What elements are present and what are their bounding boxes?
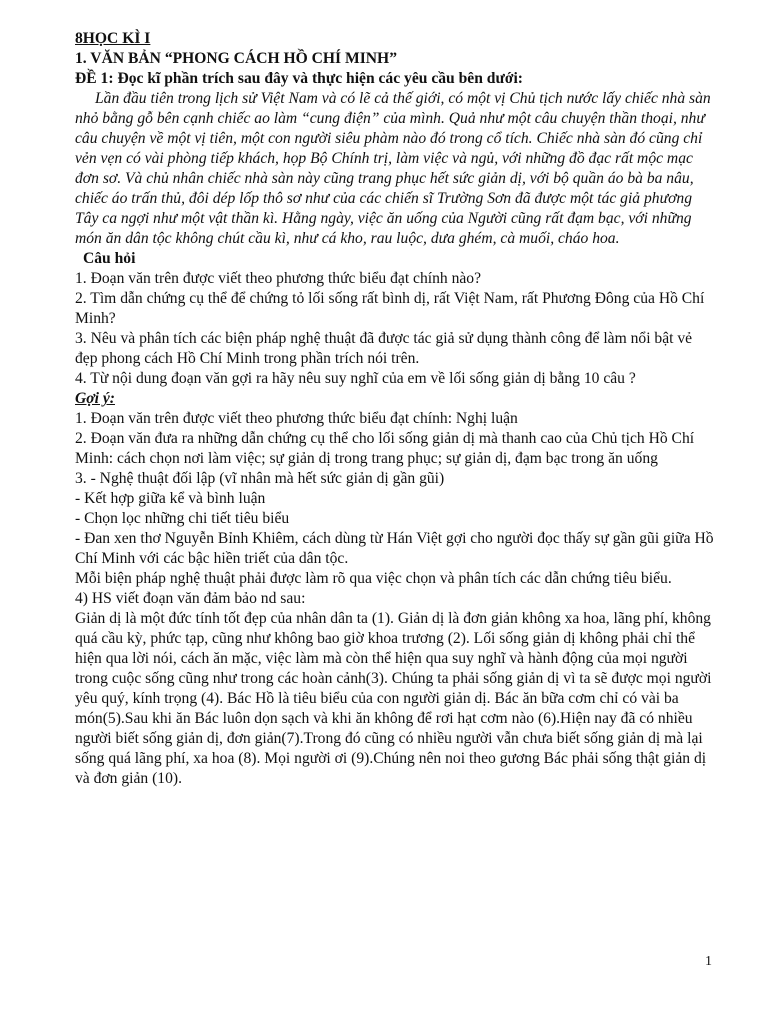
exercise-title: ĐỀ 1: Đọc kĩ phần trích sau đây và thực hiện các yêu cầu bên dưới: <box>75 70 523 87</box>
hint-item: 1. Đoạn văn trên được viết theo phương thức biểu đạt chính: Nghị luận <box>75 410 518 427</box>
hint-item: - Kết hợp giữa kể và bình luận <box>75 490 266 507</box>
document-body <box>75 29 715 789</box>
question-item: 4. Từ nội dung đoạn văn gợi ra hãy nêu suy nghĩ của em về lối sống giản dị bằng 10 câu ? <box>75 370 636 387</box>
question-item: 3. Nêu và phân tích các biện pháp nghệ thuật đã được tác giả sử dụng thành công để làm nổi bật vẻ đẹp phong cách Hồ Chí Minh trong phần trích nói trên. <box>75 330 693 367</box>
question-item: 2. Tìm dẫn chứng cụ thể để chứng tỏ lối sống rất bình dị, rất Việt Nam, rất Phương Đông của Hồ Chí Minh? <box>75 290 705 327</box>
page-number: 1 <box>705 954 712 969</box>
hints-heading: Gợi ý: <box>75 390 115 407</box>
hint-item: Mỗi biện pháp nghệ thuật phải được làm rõ qua việc chọn và phân tích các dẫn chứng tiêu biểu. <box>75 570 672 587</box>
essay-paragraph: Giản dị là một đức tính tốt đẹp của nhân dân ta (1). Giản dị là đơn giản không xa hoa, lãng phí, không quá cầu kỳ, phức tạp, cũng như không bao giờ khoa trương (2). Lối sống giản dị không phải chỉ thể hiện qua lời nói, cách ăn mặc, việc làm mà còn thể hiện qua suy nghĩ và hành động của mọi người trong cuộc sống cũng như trong các hoàn cảnh(3). Chúng ta phải sống giản dị vì ta sẽ được mọi người yêu quý, kính trọng (4). Bác Hồ là tiêu biểu của con người giản dị. Bác ăn bữa cơm chỉ có vài ba món(5).Sau khi ăn Bác luôn dọn sạch và khi ăn không để rơi hạt cơm nào (6).Hiện nay đã có nhiều người biết sống giản dị, đơn giản(7).Trong đó cũng có nhiều người vẫn chưa biết sống giản dị mà lại sống quá lãng phí, xa hoa (8). Mọi người ơi (9).Chúng nên noi theo gương Bác phải sống thật giản dị và đơn giản (10). <box>75 610 712 787</box>
excerpt-paragraph: Lần đầu tiên trong lịch sử Việt Nam và có lẽ cả thế giới, có một vị Chủ tịch nước lấy chiếc nhà sàn nhỏ bằng gỗ bên cạnh chiếc ao làm “cung điện” của mình. Quả như một câu chuyện thần thoại, như câu chuyện về một vị tiên, một con người siêu phàm nào đó trong cổ tích. Chiếc nhà sàn đó cũng chỉ vẻn vẹn có vài phòng tiếp khách, họp Bộ Chính trị, làm việc và ngủ, với những đồ đạc rất mộc mạc đơn sơ. Và chủ nhân chiếc nhà sàn này cũng trang phục hết sức giản dị, với bộ quần áo bà ba nâu, chiếc áo trấn thủ, đôi dép lốp thô sơ như của các chiến sĩ Trường Sơn đã được một tác giả phương Tây ca ngợi như một vật thần kì. Hằng ngày, việc ăn uống của Người cũng rất đạm bạc, với những món ăn dân tộc không chút cầu kì, như cá kho, rau luộc, dưa ghém, cà muối, cháo hoa. <box>75 90 711 247</box>
section-title: 1. VĂN BẢN “PHONG CÁCH HỒ CHÍ MINH” <box>75 50 397 67</box>
hint-item: - Chọn lọc những chi tiết tiêu biểu <box>75 510 290 527</box>
question-item: 1. Đoạn văn trên được viết theo phương thức biểu đạt chính nào? <box>75 270 482 287</box>
hint-item: - Đan xen thơ Nguyễn Bỉnh Khiêm, cách dùng từ Hán Việt gợi cho người đọc thấy sự gần gũi giữa Hồ Chí Minh với các bậc hiền triết của dân tộc. <box>75 530 714 567</box>
questions-heading: Câu hỏi <box>83 250 136 267</box>
hint-item: 2. Đoạn văn đưa ra những dẫn chứng cụ thể cho lối sống giản dị mà thanh cao của Chủ tịch Hồ Chí Minh: cách chọn nơi làm việc; sự giản dị trong trang phục; sự giản dị, đạm bạc trong ăn uống <box>75 430 695 467</box>
semester-heading: 8HỌC KÌ I <box>75 30 151 47</box>
hint-item: 4) HS viết đoạn văn đảm bảo nd sau: <box>75 590 306 607</box>
hint-item: 3. - Nghệ thuật đối lập (vĩ nhân mà hết sức giản dị gần gũi) <box>75 470 445 487</box>
